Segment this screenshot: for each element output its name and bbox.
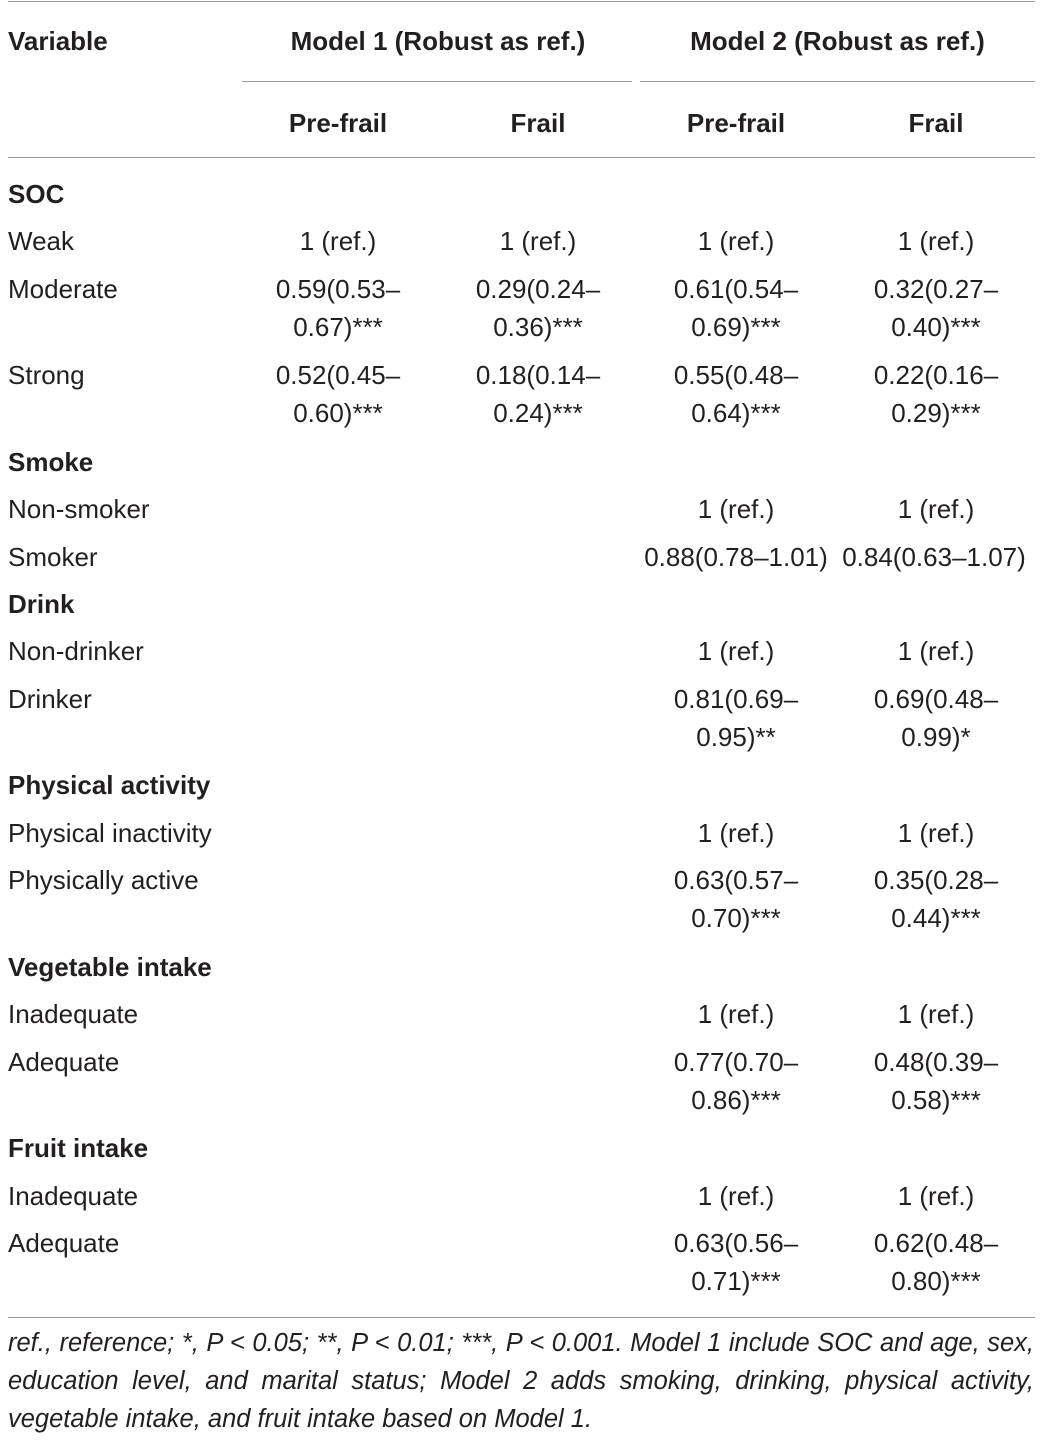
- section-drink: Drink: [8, 589, 75, 619]
- header-m1-prefrail: Pre-frail: [288, 108, 388, 138]
- header-bottom-rule: [8, 157, 1035, 158]
- fruit-inadequate-m2-prefrail: 1 (ref.): [697, 1181, 775, 1211]
- nondrinker-m2-prefrail: 1 (ref.): [697, 636, 775, 666]
- header-m2-prefrail: Pre-frail: [686, 108, 786, 138]
- section-smoke: Smoke: [8, 447, 94, 477]
- strong-m2-prefrail: 0.55(0.48– 0.64)***: [673, 360, 799, 428]
- row-label-moderate: Moderate: [8, 274, 118, 304]
- fruit-adequate-m2-prefrail: 0.63(0.56– 0.71)***: [673, 1228, 799, 1296]
- veg-inadequate-m2-frail: 1 (ref.): [897, 999, 975, 1029]
- drinker-m2-frail: 0.69(0.48– 0.99)*: [873, 684, 999, 752]
- veg-adequate-m2-prefrail: 0.77(0.70– 0.86)***: [673, 1047, 799, 1115]
- header-model2: Model 2 (Robust as ref.): [690, 26, 985, 56]
- moderate-m2-prefrail: 0.61(0.54– 0.69)***: [673, 274, 799, 342]
- section-physical-activity: Physical activity: [8, 770, 211, 800]
- weak-m1-frail: 1 (ref.): [499, 226, 577, 256]
- row-label-veg-adequate: Adequate: [8, 1047, 120, 1077]
- header-m2-frail: Frail: [908, 108, 964, 138]
- row-label-nondrinker: Non-drinker: [8, 636, 144, 666]
- table-footnote: ref., reference; *, P < 0.05; **, P < 0.01; ***, P < 0.001. Model 1 include SOC and age, sex, education level, and marital status; Model 2 adds smoking, drinking, physical activity, vegetable intake, and fruit intake based on Model 1.: [8, 1329, 1034, 1433]
- fruit-inadequate-m2-frail: 1 (ref.): [897, 1181, 975, 1211]
- nonsmoker-m2-prefrail: 1 (ref.): [697, 494, 775, 524]
- nonsmoker-m2-frail: 1 (ref.): [897, 494, 975, 524]
- row-label-fruit-adequate: Adequate: [8, 1228, 120, 1258]
- header-model1: Model 1 (Robust as ref.): [290, 26, 586, 56]
- section-vegetable-intake: Vegetable intake: [8, 952, 212, 982]
- weak-m1-prefrail: 1 (ref.): [299, 226, 377, 256]
- smoker-m2-frail: 0.84(0.63–1.07): [842, 542, 1026, 572]
- strong-m1-prefrail: 0.52(0.45– 0.60)***: [275, 360, 401, 428]
- row-label-physical-inactivity: Physical inactivity: [8, 818, 212, 848]
- table-bottom-rule: [8, 1317, 1035, 1318]
- moderate-m1-prefrail: 0.59(0.53– 0.67)***: [275, 274, 401, 342]
- section-soc: SOC: [8, 179, 65, 209]
- row-label-fruit-inadequate: Inadequate: [8, 1181, 139, 1211]
- veg-adequate-m2-frail: 0.48(0.39– 0.58)***: [873, 1047, 999, 1115]
- model2-underline: [640, 81, 1035, 82]
- model1-underline: [242, 81, 632, 82]
- row-label-veg-inadequate: Inadequate: [8, 999, 139, 1029]
- inactive-m2-prefrail: 1 (ref.): [697, 818, 775, 848]
- table-top-rule: [8, 1, 1035, 2]
- inactive-m2-frail: 1 (ref.): [897, 818, 975, 848]
- row-label-drinker: Drinker: [8, 684, 92, 714]
- row-label-physically-active: Physically active: [8, 865, 199, 895]
- fruit-adequate-m2-frail: 0.62(0.48– 0.80)***: [873, 1228, 999, 1296]
- active-m2-prefrail: 0.63(0.57– 0.70)***: [673, 865, 799, 933]
- row-label-weak: Weak: [8, 226, 74, 256]
- row-label-nonsmoker: Non-smoker: [8, 494, 150, 524]
- veg-inadequate-m2-prefrail: 1 (ref.): [697, 999, 775, 1029]
- drinker-m2-prefrail: 0.81(0.69– 0.95)**: [673, 684, 799, 752]
- active-m2-frail: 0.35(0.28– 0.44)***: [873, 865, 999, 933]
- header-variable: Variable: [8, 26, 108, 56]
- strong-m1-frail: 0.18(0.14– 0.24)***: [475, 360, 601, 428]
- moderate-m1-frail: 0.29(0.24– 0.36)***: [475, 274, 601, 342]
- nondrinker-m2-frail: 1 (ref.): [897, 636, 975, 666]
- moderate-m2-frail: 0.32(0.27– 0.40)***: [873, 274, 999, 342]
- row-label-smoker: Smoker: [8, 542, 98, 572]
- section-fruit-intake: Fruit intake: [8, 1133, 149, 1163]
- strong-m2-frail: 0.22(0.16– 0.29)***: [873, 360, 999, 428]
- row-label-strong: Strong: [8, 360, 85, 390]
- weak-m2-prefrail: 1 (ref.): [697, 226, 775, 256]
- smoker-m2-prefrail: 0.88(0.78–1.01): [644, 542, 828, 572]
- header-m1-frail: Frail: [510, 108, 566, 138]
- weak-m2-frail: 1 (ref.): [897, 226, 975, 256]
